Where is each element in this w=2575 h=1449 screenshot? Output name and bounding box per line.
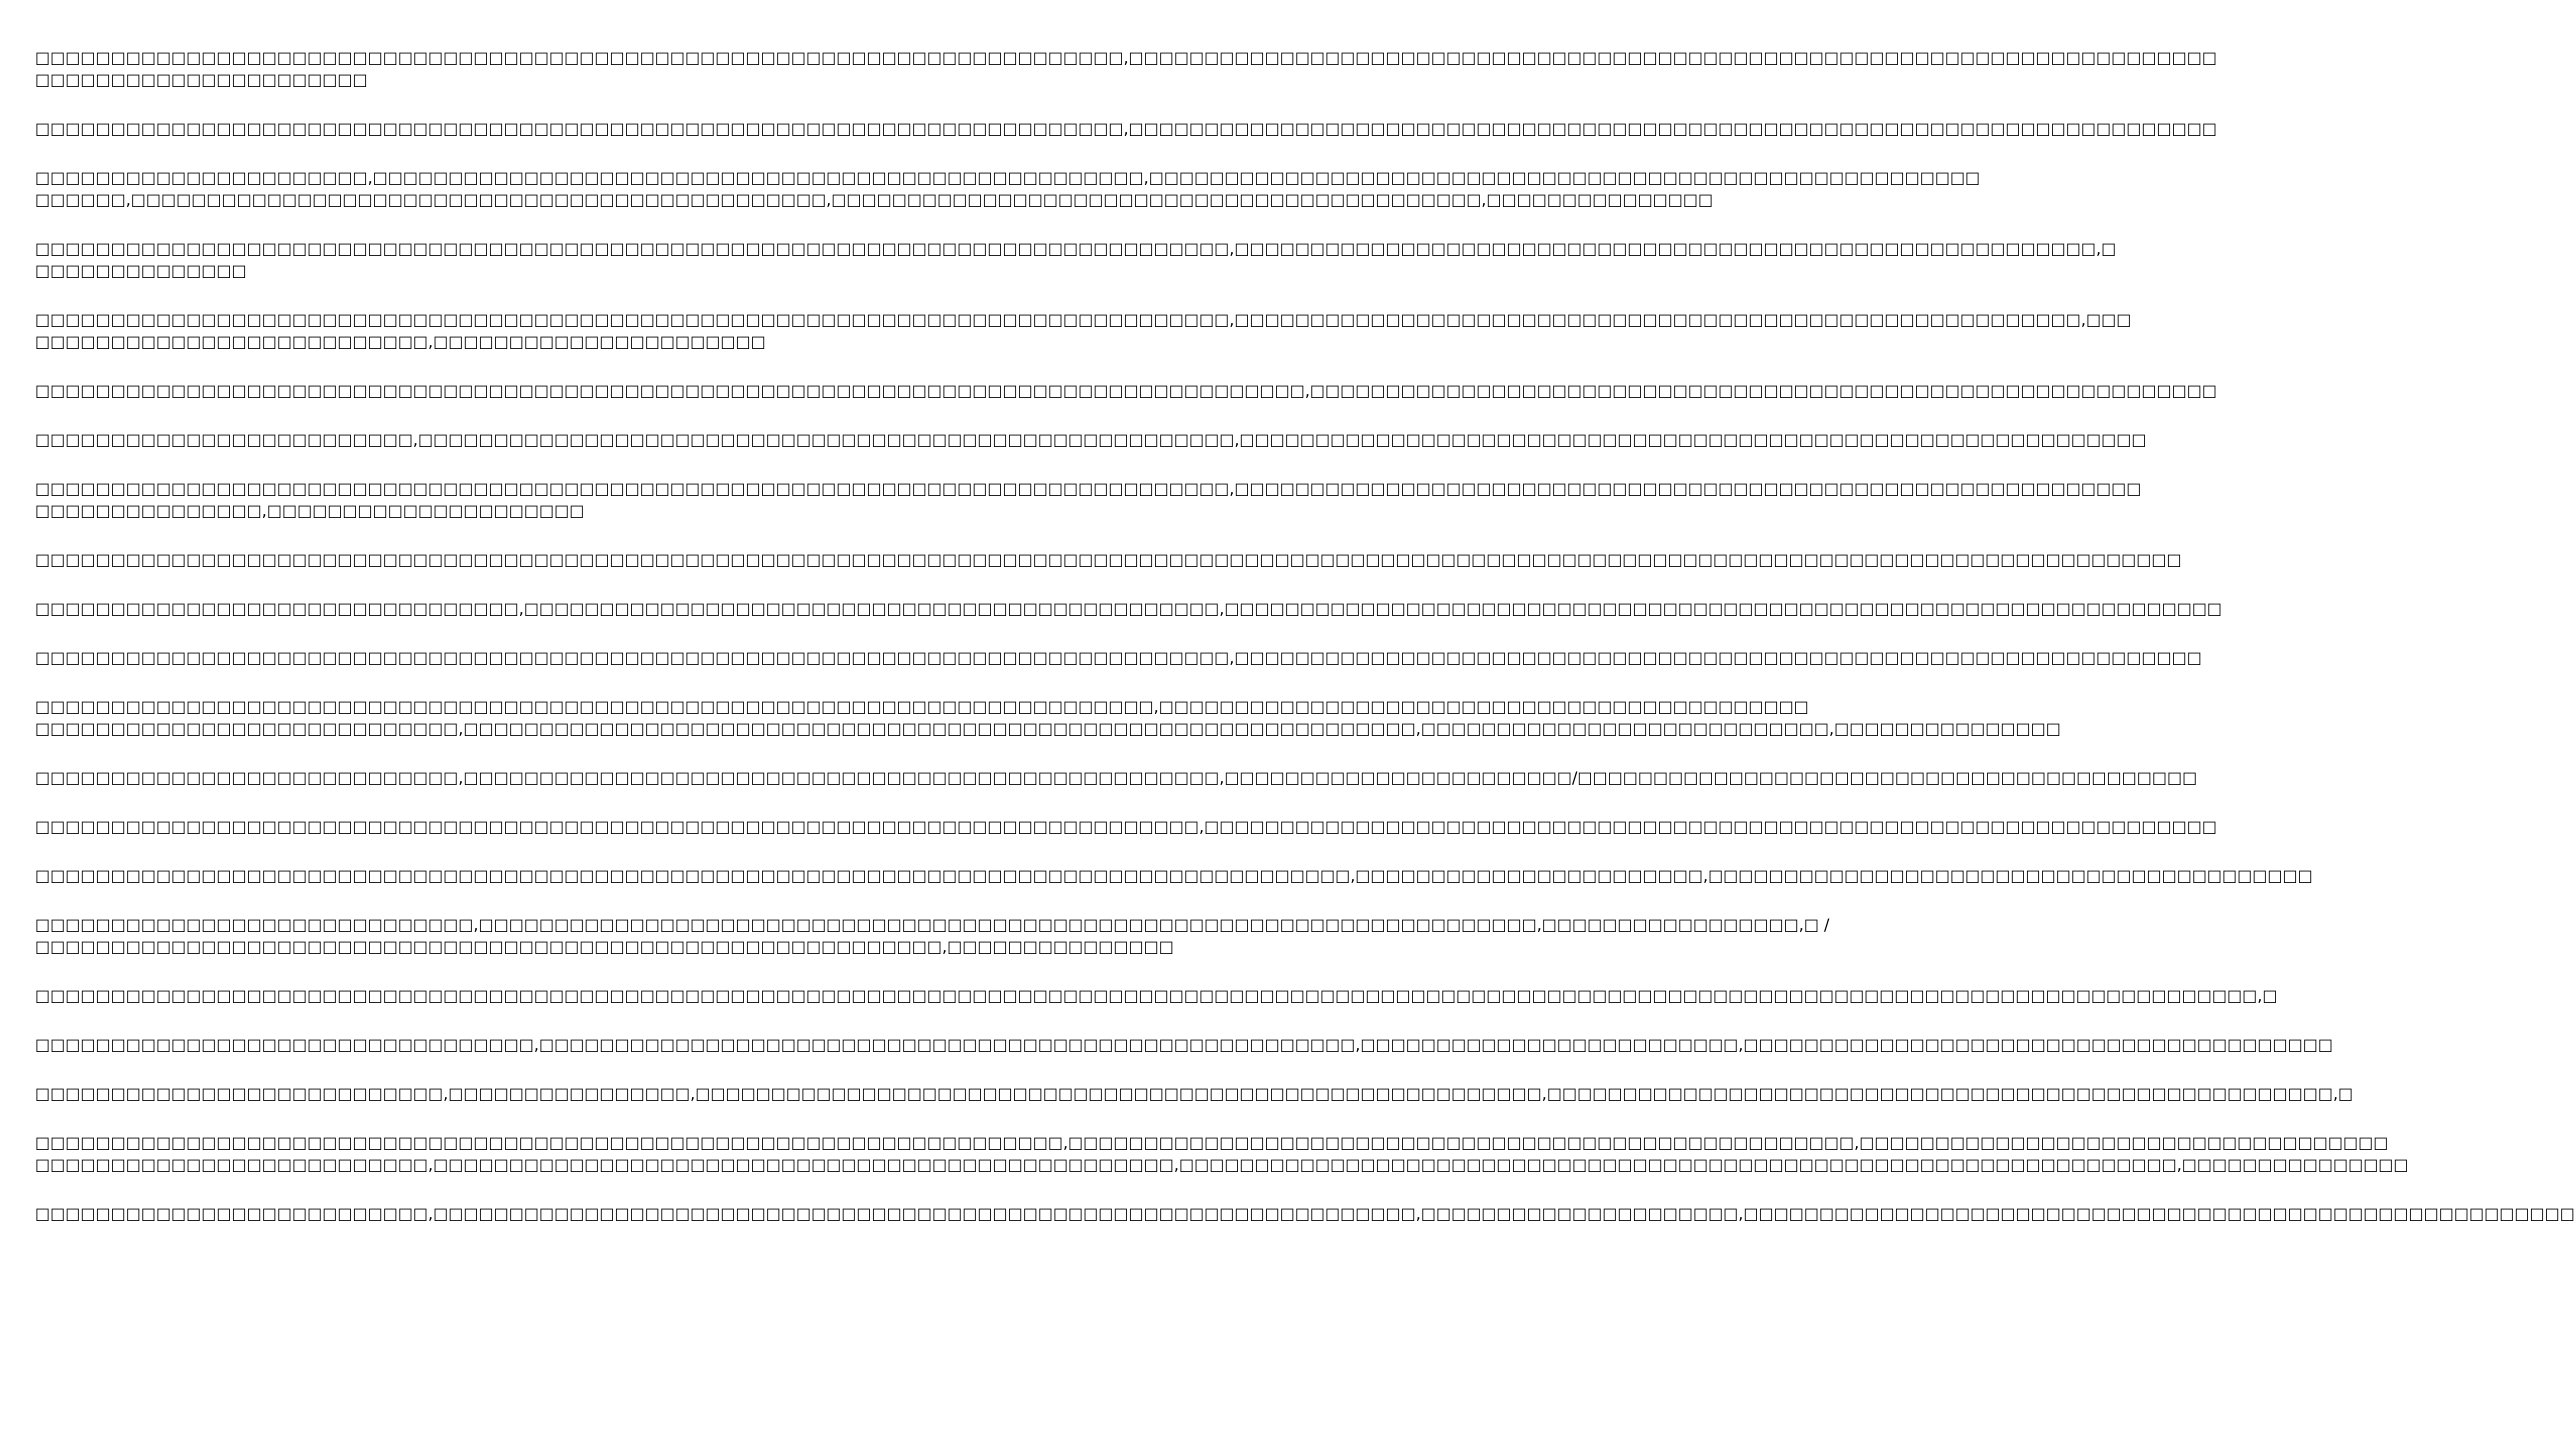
- paragraph-7: □□□□□□□□□□□□□□□□□□□□□□□□□,□□□□□□□□□□□□□□□□□□□□□□□□□□□□□□□□□□□□□□□□□□□□□□□□□□□□□□,□□□□□□□□□□□□□□□□□□□□□□□□□□□□□□□□□□□□□□□□□□□□□□□□□□□□□□□□□□□□: [35, 430, 2147, 449]
- document-body: [35, 47, 2575, 1252]
- paragraph-15: □□□□□□□□□□□□□□□□□□□□□□□□□□□□□□□□□□□□□□□□□□□□□□□□□□□□□□□□□□□□□□□□□□□□□□□□□□□□□□□□□□□□□□□,□□□□□□□□□□□□□□□□□□□□□□□,□□□□□□□□□□□□□□□□□□□□□□□□□□□□□□□□□□□□□□□□: [35, 866, 2313, 885]
- paragraph-11: □□□□□□□□□□□□□□□□□□□□□□□□□□□□□□□□□□□□□□□□□□□□□□□□□□□□□□□□□□□□□□□□□□□□□□□□□□□□□□□,□□□□□□□□□□□□□□□□□□□□□□□□□□□□□□□□□□□□□□□□□□□□□□□□□□□□□□□□□□□□□□□□: [35, 648, 2202, 667]
- paragraph-12: □□□□□□□□□□□□□□□□□□□□□□□□□□□□□□□□□□□□□□□□□□□□□□□□□□□□□□□□□□□□□□□□□□□□□□□□□□,□□□□□□□□□□□□□□□□□□□□□□□□□□□□□□□□□□□□□□□□□□□ □□□□□□□□□□□□□□□□□□□□□□□□□□□□,□□□□□□□□□□□□□□□□□□□□□□□□□□□□□□□□□□□□□□□□□□□□□□□□□□□□□□□□□□□□□□□,□□□□□□□□□□□□□□□□□□□□□□□□□□□,□□□□□□□□□□□□□□□: [35, 697, 2061, 738]
- paragraph-1: □□□□□□□□□□□□□□□□□□□□□□□□□□□□□□□□□□□□□□□□□□□□□□□□□□□□□□□□□□□□□□□□□□□□□□□□,□□□□□□□□□□□□□□□□□□□□□□□□□□□□□□□□□□□□□□□□□□□□□□□□□□□□□□□□□□□□□□□□□□□□□□□□ □□□□□□□□□□□□□□□□□□□□□□: [35, 48, 2217, 89]
- paragraph-8: □□□□□□□□□□□□□□□□□□□□□□□□□□□□□□□□□□□□□□□□□□□□□□□□□□□□□□□□□□□□□□□□□□□□□□□□□□□□□□□,□□□□□□□□□□□□□□□□□□□□□□□□□□□□□□□□□□□□□□□□□□□□□□□□□□□□□□□□□□□□ □□□□□□□□□□□□□□□,□□□□□□□□□□□□□□□□□□□□□: [35, 479, 2142, 520]
- paragraph-5: □□□□□□□□□□□□□□□□□□□□□□□□□□□□□□□□□□□□□□□□□□□□□□□□□□□□□□□□□□□□□□□□□□□□□□□□□□□□□□□,□□□□□□□□□□□□□□□□□□□□□□□□□□□□□□□□□□□□□□□□□□□□□□□□□□□□□□□□,□□□ □□□□□□□□□□□□□□□□□□□□□□□□□□,□□□□□□□□□□□□□□□□□□□□□□: [35, 310, 2132, 351]
- paragraph-20: □□□□□□□□□□□□□□□□□□□□□□□□□□□□□□□□□□□□□□□□□□□□□□□□□□□□□□□□□□□□□□□□□□□□,□□□□□□□□□□□□□□□□□□□□□□□□□□□□□□□□□□□□□□□□□□□□□□□□□□□□,□□□□□□□□□□□□□□□□□□□□□□□□□□□□□□□□□□□ □□□□□□□□□□□□□□□□□□□□□□□□□□,□□□□□□□□□□□□□□□□□□□□□□□□□□□□□□□□□□□□□□□□□□□□□□□□□,□□□□□□□□□□□□□□□□□□□□□□□□□□□□□□□□□□□□□□□□□□□□□□□□□□□□□□□□□□□□□□□□□□,□□□□□□□□□□□□□□□: [35, 1133, 2409, 1174]
- paragraph-10: □□□□□□□□□□□□□□□□□□□□□□□□□□□□□□□□,□□□□□□□□□□□□□□□□□□□□□□□□□□□□□□□□□□□□□□□□□□□□□□,□□□□□□□□□□□□□□□□□□□□□□□□□□□□□□□□□□□□□□□□□□□□□□□□□□□□□□□□□□□□□□□□□□: [35, 599, 2223, 618]
- paragraph-21: □□□□□□□□□□□□□□□□□□□□□□□□□□,□□□□□□□□□□□□□□□□□□□□□□□□□□□□□□□□□□□□□□□□□□□□□□□□□□□□□□□□□□□□□□□□□,□□□□□□□□□□□□□□□□□□□□□,□□□□□□□□□□□□□□□□□□□□□□□□□□□□□□□□□□□□□□□□□□□□□□□□□□□□□□□: [35, 1204, 2575, 1223]
- paragraph-13: □□□□□□□□□□□□□□□□□□□□□□□□□□□□,□□□□□□□□□□□□□□□□□□□□□□□□□□□□□□□□□□□□□□□□□□□□□□□□□□,□□□□□□□□□□□□□□□□□□□□□□□/□□□□□□□□□□□□□□□□□□□□□□□□□□□□□□□□□□□□□□□□□: [35, 768, 2198, 787]
- paragraph-3: □□□□□□□□□□□□□□□□□□□□□□,□□□□□□□□□□□□□□□□□□□□□□□□□□□□□□□□□□□□□□□□□□□□□□□□□□□,□□□□□□□□□□□□□□□□□□□□□□□□□□□□□□□□□□□□□□□□□□□□□□□□□□□□□□□ □□□□□□,□□□□□□□□□□□□□□□□□□□□□□□□□□□□□□□□□□□□□□□□□□□□□□,□□□□□□□□□□□□□□□□□□□□□□□□□□□□□□□□□□□□□□□□□□□,□□□□□□□□□□□□□□□: [35, 168, 1981, 209]
- paragraph-19: □□□□□□□□□□□□□□□□□□□□□□□□□□□,□□□□□□□□□□□□□□□□,□□□□□□□□□□□□□□□□□□□□□□□□□□□□□□□□□□□□□□□□□□□□□□□□□□□□□□□□,□□□□□□□□□□□□□□□□□□□□□□□□□□□□□□□□□□□□□□□□□□□□□□□□□□□□,□: [35, 1084, 2354, 1103]
- paragraph-17: □□□□□□□□□□□□□□□□□□□□□□□□□□□□□□□□□□□□□□□□□□□□□□□□□□□□□□□□□□□□□□□□□□□□□□□□□□□□□□□□□□□□□□□□□□□□□□□□□□□□□□□□□□□□□□□□□□□□□□□□□□□□□□□□□□□□□□□□□□□□□□□□□□□,□: [35, 986, 2278, 1005]
- paragraph-9: □□□□□□□□□□□□□□□□□□□□□□□□□□□□□□□□□□□□□□□□□□□□□□□□□□□□□□□□□□□□□□□□□□□□□□□□□□□□□□□□□□□□□□□□□□□□□□□□□□□□□□□□□□□□□□□□□□□□□□□□□□□□□□□□□□□□□□□□□□□□□□: [35, 550, 2182, 569]
- paragraph-16: □□□□□□□□□□□□□□□□□□□□□□□□□□□□□,□□□□□□□□□□□□□□□□□□□□□□□□□□□□□□□□□□□□□□□□□□□□□□□□□□□□□□□□□□□□□□□□□□□□□□,□□□□□□□□□□□□□□□□□,□ / □□□□□□□□□□□□□□□□□□□□□□□□□□□□□□□□□□□□□□□□□□□□□□□□□□□□□□□□□□□□,□□□□□□□□□□□□□□□: [35, 915, 1830, 956]
- paragraph-18: □□□□□□□□□□□□□□□□□□□□□□□□□□□□□□□□□,□□□□□□□□□□□□□□□□□□□□□□□□□□□□□□□□□□□□□□□□□□□□□□□□□□□□□□,□□□□□□□□□□□□□□□□□□□□□□□□□,□□□□□□□□□□□□□□□□□□□□□□□□□□□□□□□□□□□□□□□: [35, 1035, 2333, 1054]
- paragraph-6: □□□□□□□□□□□□□□□□□□□□□□□□□□□□□□□□□□□□□□□□□□□□□□□□□□□□□□□□□□□□□□□□□□□□□□□□□□□□□□□□□□□□,□□□□□□□□□□□□□□□□□□□□□□□□□□□□□□□□□□□□□□□□□□□□□□□□□□□□□□□□□□□□: [35, 381, 2217, 400]
- paragraph-2: □□□□□□□□□□□□□□□□□□□□□□□□□□□□□□□□□□□□□□□□□□□□□□□□□□□□□□□□□□□□□□□□□□□□□□□□,□□□□□□□□□□□□□□□□□□□□□□□□□□□□□□□□□□□□□□□□□□□□□□□□□□□□□□□□□□□□□□□□□□□□□□□□: [35, 119, 2217, 138]
- paragraph-14: □□□□□□□□□□□□□□□□□□□□□□□□□□□□□□□□□□□□□□□□□□□□□□□□□□□□□□□□□□□□□□□□□□□□□□□□□□□□□,□□□□□□□□□□□□□□□□□□□□□□□□□□□□□□□□□□□□□□□□□□□□□□□□□□□□□□□□□□□□□□□□□□□: [35, 817, 2217, 836]
- paragraph-4: □□□□□□□□□□□□□□□□□□□□□□□□□□□□□□□□□□□□□□□□□□□□□□□□□□□□□□□□□□□□□□□□□□□□□□□□□□□□□□□,□□□□□□□□□□□□□□□□□□□□□□□□□□□□□□□□□□□□□□□□□□□□□□□□□□□□□□□□□,□ □□□□□□□□□□□□□□: [35, 239, 2117, 280]
